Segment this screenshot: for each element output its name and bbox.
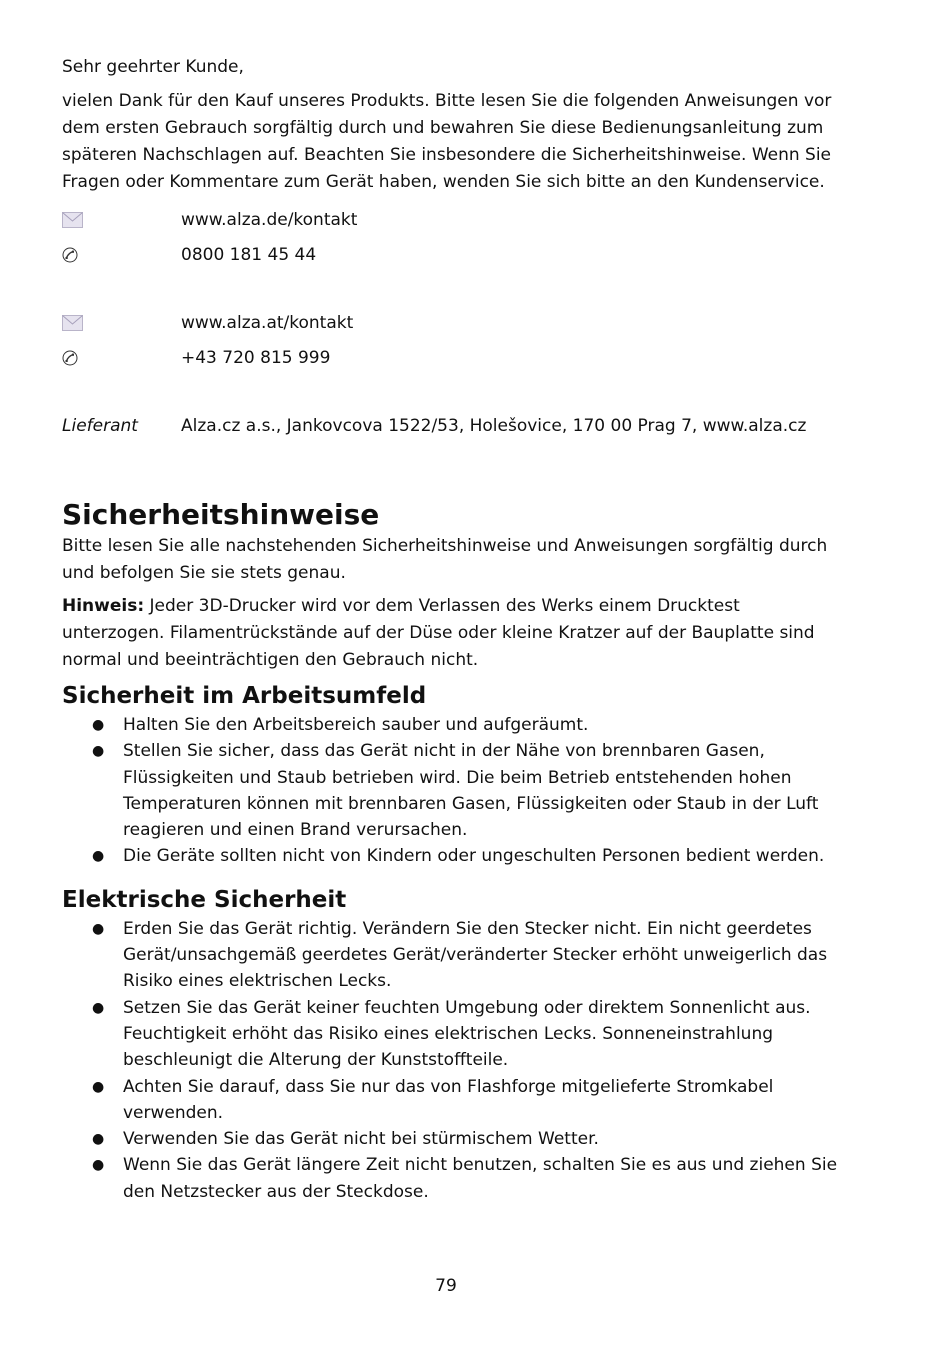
contact-row-web-at: [62, 305, 842, 340]
contact-row-phone-de: [62, 237, 842, 272]
contact-web-at[interactable]: www.alza.at/kontakt: [181, 312, 354, 333]
list-item: ● Halten Sie den Arbeitsbereich sauber und aufgeräumt.: [62, 712, 842, 738]
bullet: ●: [92, 743, 105, 760]
workplace-list: [62, 712, 842, 870]
contact-row-phone-at: [62, 340, 842, 375]
bullet: ●: [92, 999, 105, 1016]
bullet: ●: [92, 848, 105, 865]
contact-group-at: [62, 305, 842, 375]
contact-phone-de: 0800 181 45 44: [181, 244, 317, 265]
phone-icon: [62, 350, 181, 366]
bullet: ●: [92, 920, 105, 937]
bullet: ●: [92, 717, 105, 733]
safety-intro: Bitte lesen Sie alle nachstehenden Sicherheitshinweise und Anweisungen sorgfältig durch und befolgen Sie sie stets genau.: [62, 536, 828, 583]
list-item: ● Erden Sie das Gerät richtig. Verändern Sie den Stecker nicht. Ein nicht geerdetes Gerät/unsachgemäß geerdetes Gerät/veränderter Stecker erhöht unweigerlich das Risiko eines elektrischen Lecks.: [62, 916, 842, 995]
document-page: [62, 54, 842, 1205]
supplier-label: Lieferant: [62, 415, 138, 436]
list-item: ● Verwenden Sie das Gerät nicht bei stürmischem Wetter.: [62, 1126, 842, 1152]
list-item: ● Wenn Sie das Gerät längere Zeit nicht benutzen, schalten Sie es aus und ziehen Sie den Netzstecker aus der Steckdose.: [62, 1152, 842, 1205]
workplace-title: Sicherheit im Arbeitsumfeld: [62, 683, 427, 709]
intro-paragraph: vielen Dank für den Kauf unseres Produkts. Bitte lesen Sie die folgenden Anweisungen vor dem ersten Gebrauch sorgfältig durch und bewahren Sie diese Bedienungsanleitung zum späteren Nachschlagen auf. Beachten Sie insbesondere die Sicherheitshinweise. Wenn Sie Fragen oder Kommentare zum Gerät haben, wenden Sie sich bitte an den Kundenservice.: [62, 91, 832, 192]
list-item: ● Achten Sie darauf, dass Sie nur das von Flashforge mitgelieferte Stromkabel verwenden.: [62, 1074, 842, 1127]
bullet: ●: [92, 1078, 105, 1095]
contact-group-de: [62, 202, 842, 272]
list-item: ● Setzen Sie das Gerät keiner feuchten Umgebung oder direktem Sonnenlicht aus. Feuchtigkeit erhöht das Risiko eines elektrischen Lecks. Sonneneinstrahlung beschleunigt die Alterung der Kunststoffteile.: [62, 995, 842, 1074]
note-text: Jeder 3D-Drucker wird vor dem Verlassen des Werks einem Drucktest unterzogen. Filamentrückstände auf der Düse oder kleine Kratzer auf der Bauplatte sind normal und beeinträchtigen den Gebrauch nicht.: [62, 596, 815, 670]
list-item: ● Stellen Sie sicher, dass das Gerät nicht in der Nähe von brennbaren Gasen, Flüssigkeiten und Staub betrieben wird. Die beim Betrieb entstehenden hohen Temperaturen können mit brennbaren Gasen, Flüssigkeiten oder Staub in der Luft reagieren und einen Brand verursachen.: [62, 738, 842, 843]
mail-icon: [62, 315, 181, 331]
bullet: ●: [92, 1131, 105, 1148]
safety-title: Sicherheitshinweise: [62, 498, 380, 531]
note-label: Hinweis:: [62, 596, 145, 616]
phone-icon: [62, 247, 181, 263]
list-item: ● Die Geräte sollten nicht von Kindern oder ungeschulten Personen bedient werden.: [62, 843, 842, 869]
greeting: Sehr geehrter Kunde,: [62, 57, 244, 77]
bullet: ●: [92, 1157, 105, 1174]
supplier-row: [62, 408, 842, 443]
page-number: 79: [435, 1276, 457, 1296]
supplier-value: Alza.cz a.s., Jankovcova 1522/53, Holešovice, 170 00 Prag 7, www.alza.cz: [181, 415, 807, 436]
safety-note: [62, 593, 842, 674]
contact-web-de[interactable]: www.alza.de/kontakt: [181, 209, 358, 230]
electrical-title: Elektrische Sicherheit: [62, 886, 347, 913]
contact-row-web-de: [62, 202, 842, 237]
contact-phone-at: +43 720 815 999: [181, 347, 331, 368]
electrical-list: [62, 916, 842, 1205]
mail-icon: [62, 212, 181, 228]
